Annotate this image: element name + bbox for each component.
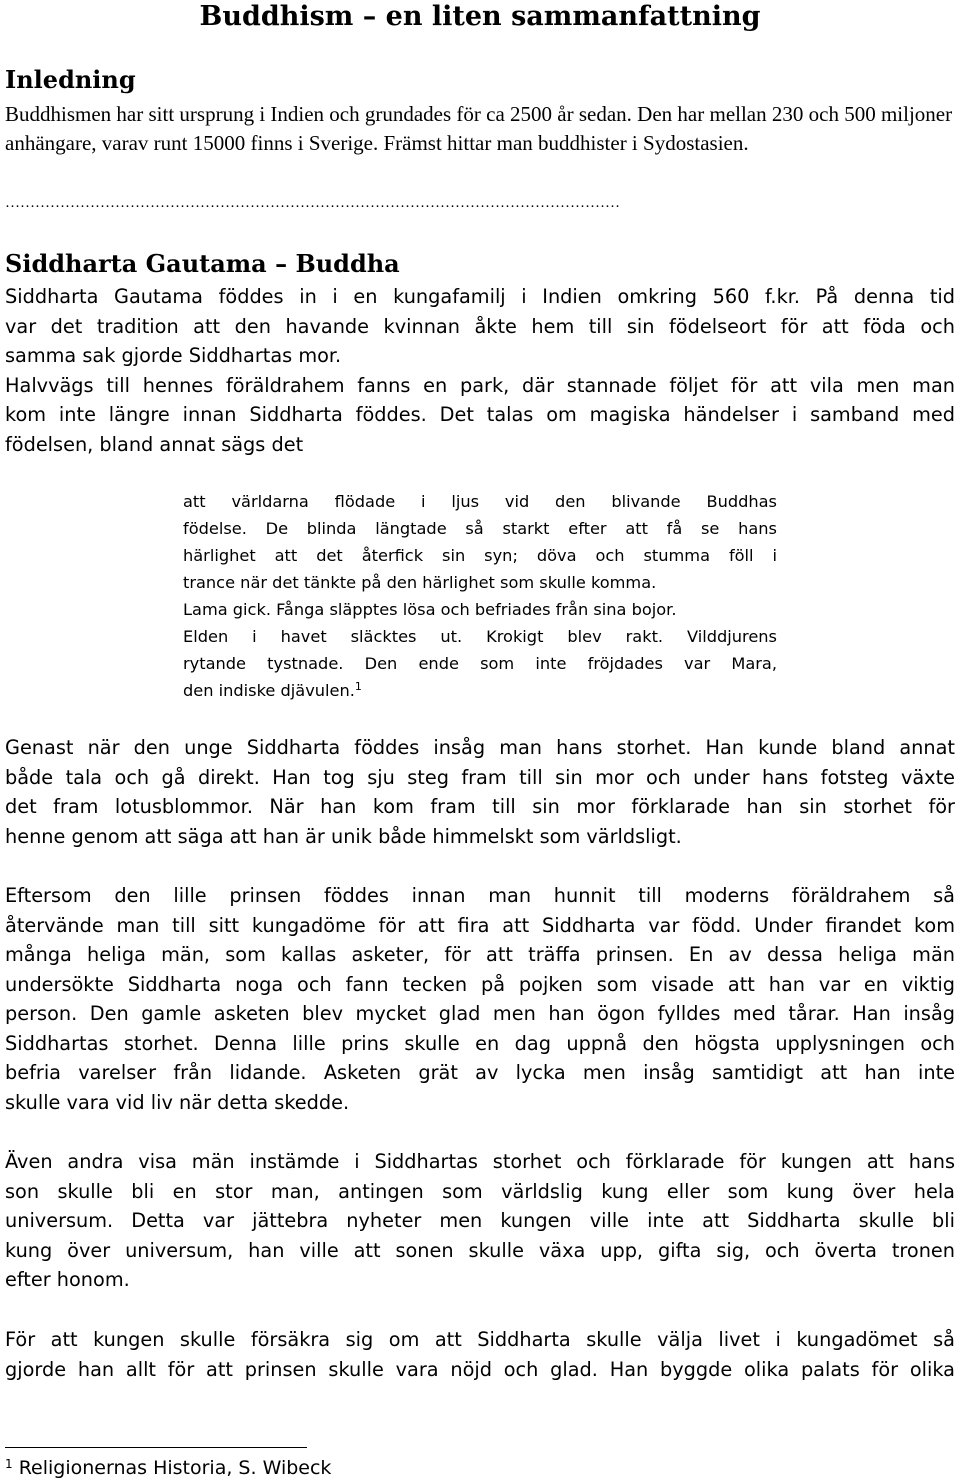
footnote-number: 1 xyxy=(5,1457,13,1471)
paragraph-line: Siddharta Gautama föddes in i en kungafamilj i Indien omkring 560 f.kr. På denna tid xyxy=(5,285,955,308)
paragraph-line: gjorde han allt för att prinsen skulle vara nöjd och glad. Han byggde olika palats för olika xyxy=(5,1357,955,1381)
paragraph-line: kung över universum, han ville att sonen skulle växa upp, gifta sig, och överta tronen xyxy=(5,1238,955,1262)
paragraph-line: universum. Detta var jättebra nyheter men kungen ville inte att Siddharta skulle bli xyxy=(5,1209,955,1232)
quote-line: födelse. De blinda längtade så starkt efter att få se hans xyxy=(183,519,777,538)
paragraph-line: återvände man till sitt kungadöme för att fira att Siddharta var född. Under firandet kom xyxy=(5,913,955,937)
paragraph-line: samma sak gjorde Siddhartas mor. xyxy=(5,344,342,367)
footnote-divider xyxy=(5,1447,307,1448)
intro-paragraph: Buddhismen har sitt ursprung i Indien och grundades för ca 2500 år sedan. Den har mellan 230 och 500 miljoner anhängare, varav runt 15000 finns i Sverige. Främst hittar man buddhister i Sydostasien. xyxy=(5,102,953,155)
footnote-reference: 1 xyxy=(354,680,362,693)
quote-line-text: den indiske djävulen. xyxy=(183,681,355,700)
paragraph-line: son skulle bli en stor man, antingen som världslig kung eller som kung över hela xyxy=(5,1179,955,1203)
paragraph-line: Halvvägs till hennes föräldrahem fanns en park, där stannade följet för att vila men man xyxy=(5,373,955,397)
paragraph-line: Eftersom den lille prinsen föddes innan man hunnit till moderns föräldrahem så xyxy=(5,884,955,907)
footnote xyxy=(5,1454,331,1482)
paragraph-line: skulle vara vid liv när detta skedde. xyxy=(5,1090,350,1114)
block-quote xyxy=(183,488,777,704)
quote-line: att världarna flödade i ljus vid den blivande Buddhas xyxy=(183,492,777,511)
paragraph-greatness xyxy=(5,733,955,851)
paragraph-line: var det tradition att den havande kvinnan åkte hem till sin födelseort för att föda och xyxy=(5,314,955,338)
paragraph-line: Genast när den unge Siddharta föddes insåg man hans storhet. Han kunde bland annat xyxy=(5,736,955,759)
quote-line: härlighet att det återfick sin syn; döva och stumma föll i xyxy=(183,546,777,565)
section-heading-siddharta: Siddharta Gautama – Buddha xyxy=(5,249,400,278)
quote-line: Elden i havet släcktes ut. Krokigt blev rakt. Vilddjurens xyxy=(183,627,777,646)
paragraph-line: person. Den gamle asketen blev mycket glad men han ögon fylldes med tårar. Han insåg xyxy=(5,1002,955,1025)
paragraph-line: födelsen, bland annat sägs det xyxy=(5,432,304,456)
paragraph-line: För att kungen skulle försäkra sig om att Siddharta skulle välja livet i kungadömet så xyxy=(5,1328,955,1351)
paragraph-line: Även andra visa män instämde i Siddhartas storhet och förklarade för kungen att hans xyxy=(5,1150,955,1173)
dotted-separator: …………………………………………………………………………………………………………… xyxy=(5,196,620,210)
paragraph-line: efter honom. xyxy=(5,1268,130,1291)
quote-line-last xyxy=(183,677,777,704)
paragraph-birth xyxy=(5,282,955,459)
quote-line: rytande tystnade. Den ende som inte fröjdades var Mara, xyxy=(183,654,777,673)
paragraph-line: henne genom att säga att han är unik både himmelskt som världsligt. xyxy=(5,824,682,848)
intro-heading: Inledning xyxy=(5,65,136,94)
paragraph-line: både tala och gå direkt. Han tog sju steg fram till sin mor och under hans fotsteg växte xyxy=(5,765,955,789)
quote-line: trance när det tänkte på den härlighet som skulle komma. xyxy=(183,573,657,592)
footnote-text: Religionernas Historia, S. Wibeck xyxy=(18,1457,332,1479)
paragraph-wise-men xyxy=(5,1147,955,1295)
paragraph-line: undersökte Siddharta noga och fann tecken på pojken som visade att han var en viktig xyxy=(5,972,955,996)
paragraph-line: kom inte längre innan Siddharta föddes. Det talas om magiska händelser i samband med xyxy=(5,403,955,426)
paragraph-line: Siddhartas storhet. Denna lille prins skulle en dag uppnå den högsta upplysningen och xyxy=(5,1031,955,1055)
paragraph-line: det fram lotusblommor. När han kom fram till sin mor förklarade han sin storhet för xyxy=(5,795,955,818)
quote-line: Lama gick. Fånga släpptes lösa och befriades från sina bojor. xyxy=(183,600,677,619)
paragraph-line: många heliga män, som kallas asketer, för att träffa prinsen. En av dessa heliga män xyxy=(5,943,955,966)
paragraph-ascetic xyxy=(5,881,955,1117)
paragraph-line: befria varelser från lidande. Asketen grät av lycka men insåg samtidigt att han inte xyxy=(5,1061,955,1084)
paragraph-palaces xyxy=(5,1325,955,1384)
page-title: Buddhism – en liten sammanfattning xyxy=(199,1,761,32)
